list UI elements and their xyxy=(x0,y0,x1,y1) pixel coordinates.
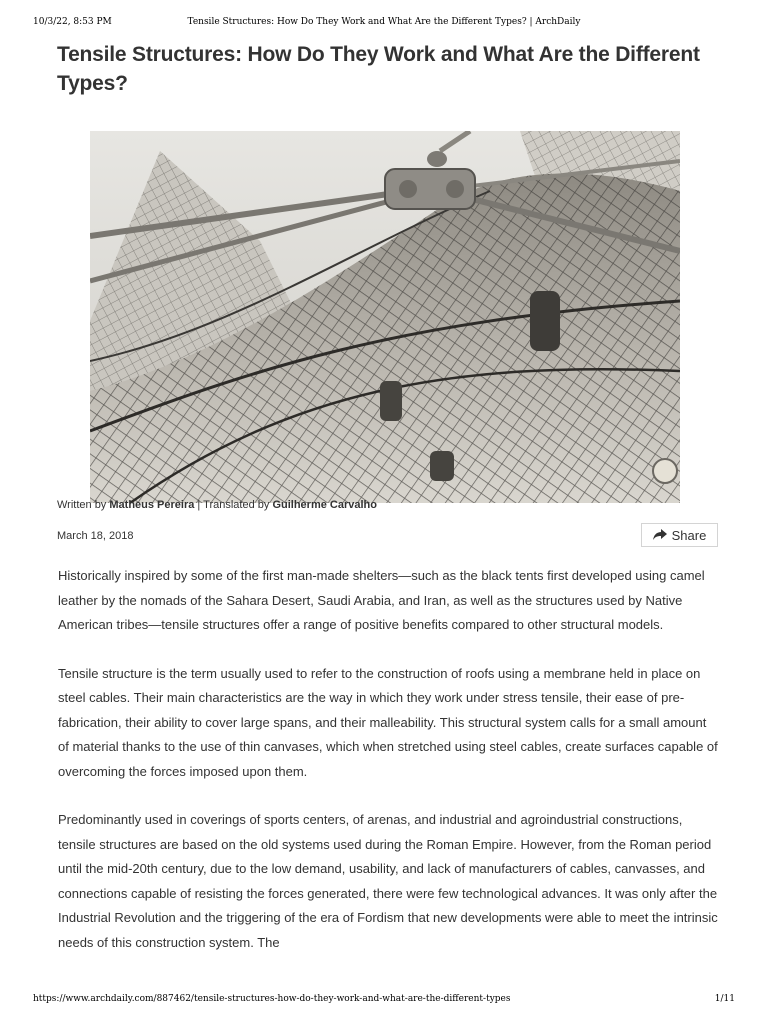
written-by-label: Written by xyxy=(57,499,107,511)
translator-link[interactable]: Guilherme Carvalho xyxy=(272,499,377,511)
share-label: Share xyxy=(671,527,707,543)
paragraph: Historically inspired by some of the first man-made shelters—such as the black tents first developed using camel leather by the nomads of the Sahara Desert, Saudi Arabia, and Iran, as well as the structures used by Native American tribes—tensile structures offer a range of positive benefits compared to other structural models. xyxy=(58,568,705,632)
article-body xyxy=(58,564,718,979)
print-footer xyxy=(0,994,768,1006)
publish-date: March 18, 2018 xyxy=(57,530,134,542)
print-page-title: Tensile Structures: How Do They Work and What Are the Different Types? | ArchDaily xyxy=(187,17,581,27)
share-arrow-icon xyxy=(653,529,667,541)
paragraph: Tensile structure is the term usually used to refer to the construction of roofs using a membrane held in place on steel cables. Their main characteristics are the way in which they work under stress tensile, their ease of pre-fabrication, their ability to cover large spans, and their malleability. This structural system calls for a small amount of material thanks to the use of thin canvases, which when stretched using steel cables, create surfaces capable of overcoming the forces imposed upon them. xyxy=(58,665,718,779)
author-link[interactable]: Matheus Pereira xyxy=(109,499,195,511)
translated-by-label: | Translated by xyxy=(197,499,270,511)
paragraph: Predominantly used in coverings of sports centers, of arenas, and industrial and agroindustrial constructions, tensile structures are based on the old systems used during the Roman Empire. However, from the Roman period until the mid-20th century, due to the low demand, usability, and lack of manufacturers of cables, canvasses, and connections capable of resisting the forces generated, there were few technological advances. It was only after the Industrial Revolution and the triggering of the era of Fordism that new developments were able to meet the intrinsic needs of this construction system. The xyxy=(58,812,718,950)
print-page-number: 1/11 xyxy=(714,994,735,1004)
article-title: Tensile Structures: How Do They Work and What Are the Different Types? xyxy=(57,43,700,95)
print-url: https://www.archdaily.com/887462/tensile-structures-how-do-they-work-and-what-are-the-different-types xyxy=(33,994,511,1004)
print-header xyxy=(0,17,768,29)
hero-image xyxy=(90,131,680,503)
share-button[interactable] xyxy=(641,523,718,547)
tensile-membrane-roof-photo xyxy=(90,131,680,503)
byline xyxy=(57,499,377,511)
print-datetime: 10/3/22, 8:53 PM xyxy=(33,17,112,27)
